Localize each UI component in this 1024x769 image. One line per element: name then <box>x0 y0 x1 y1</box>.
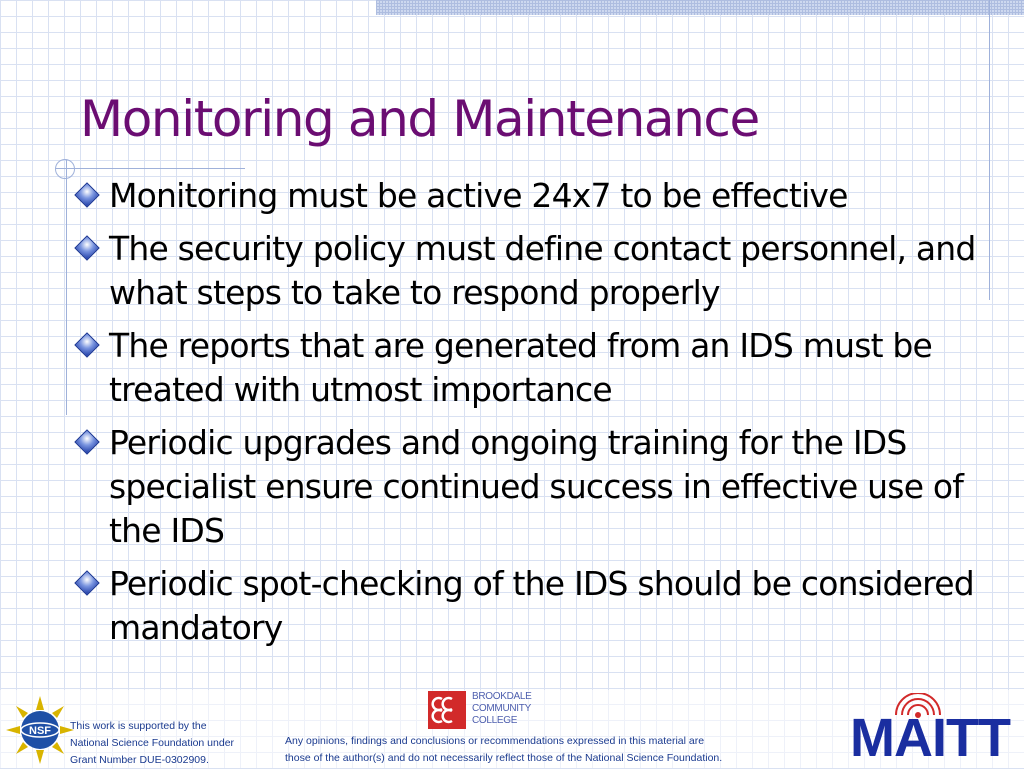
nsf-disclaimer <box>285 733 805 767</box>
bullet-item <box>70 324 1015 412</box>
nsf-logo-icon <box>6 696 74 764</box>
bullet-list <box>70 174 1015 659</box>
diamond-bullet-icon <box>74 235 99 260</box>
college-emblem-icon <box>428 691 466 729</box>
diamond-bullet-icon <box>74 182 99 207</box>
bullet-text: Periodic spot-checking of the IDS should be considered mandatory <box>109 564 974 647</box>
bullet-text: The reports that are generated from an IDS must be treated with utmost importance <box>109 326 933 409</box>
diamond-bullet-icon <box>74 429 99 454</box>
title-underline-rule <box>55 168 245 169</box>
bullet-text: The security policy must define contact personnel, and what steps to take to respond properly <box>109 229 976 312</box>
top-decorative-band <box>376 0 1024 15</box>
bullet-item <box>70 421 1015 553</box>
support-line: National Science Foundation under <box>70 737 235 749</box>
maitt-logo <box>850 693 1020 768</box>
support-line: This work is supported by the <box>70 720 207 732</box>
bullet-item <box>70 562 1015 650</box>
disclaimer-line: those of the author(s) and do not necessarily reflect those of the National Science Foundation. <box>285 752 723 764</box>
brookdale-college-logo <box>428 690 546 732</box>
support-line: Grant Number DUE-0302909. <box>70 754 209 766</box>
bullet-text: Periodic upgrades and ongoing training for the IDS specialist ensure continued success in effective use of the IDS <box>109 423 964 550</box>
diamond-bullet-icon <box>74 332 99 357</box>
college-name-line: COLLEGE <box>472 715 518 726</box>
bullet-item <box>70 227 1015 315</box>
diamond-bullet-icon <box>74 570 99 595</box>
college-name <box>472 691 532 727</box>
bullet-item <box>70 174 1015 218</box>
nsf-logo-label: NSF <box>29 725 51 737</box>
maitt-logo-text: MAITT <box>850 708 1010 768</box>
disclaimer-line: Any opinions, findings and conclusions or recommendations expressed in this material are <box>285 735 705 747</box>
bullet-text: Monitoring must be active 24x7 to be effective <box>109 176 848 215</box>
left-vertical-rule <box>66 160 67 415</box>
college-name-line: COMMUNITY <box>472 703 531 714</box>
slide-title: Monitoring and Maintenance <box>80 90 759 148</box>
nsf-support-statement <box>70 718 270 769</box>
college-name-line: BROOKDALE <box>472 691 532 702</box>
